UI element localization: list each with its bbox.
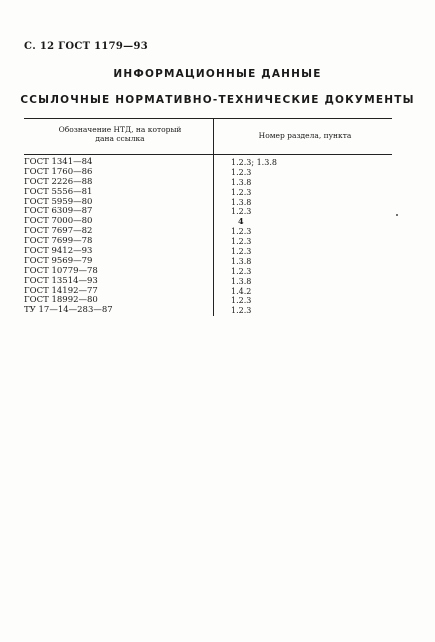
doc-cell: ГОСТ 9412—93 [24,246,93,257]
table-row [0,306,435,316]
doc-cell: ГОСТ 5959—80 [24,196,93,207]
page-header: С. 12 ГОСТ 1179—93 [24,41,148,52]
section-title: ИНФОРМАЦИОННЫЕ ДАННЫЕ [113,68,322,80]
scan-speck [396,214,398,216]
column-header-document-line2: дана ссылка [95,134,145,143]
table-top-rule [24,118,392,119]
section-cell: 1.2.3 [231,306,252,316]
reference-table-body [0,158,435,316]
doc-cell: ГОСТ 9569—79 [24,255,93,266]
section-cell: 1.2.3 [231,187,252,197]
doc-cell: ГОСТ 1760—86 [24,166,93,177]
section-cell: 1.2.3; 1.3.8 [231,158,277,167]
doc-cell: ГОСТ 6309—87 [24,206,93,217]
doc-cell: ГОСТ 13514—93 [24,275,98,286]
doc-cell: ГОСТ 1341—84 [24,157,93,167]
doc-cell: ГОСТ 2226—88 [24,176,93,187]
section-cell: 1.2.3 [231,167,252,177]
doc-cell: ТУ 17—14—283—87 [24,305,113,316]
section-cell: 1.2.3 [231,237,252,247]
section-cell: 1.2.3 [231,227,252,237]
section-cell: 1.4.2 [231,286,252,296]
section-cell: 1.3.8 [231,256,252,266]
doc-cell: ГОСТ 14192—77 [24,285,98,296]
column-header-document-line1: Обозначение НТД, на который [58,125,182,134]
section-cell: 1.3.8 [231,197,252,207]
section-cell: 1.2.3 [231,266,252,276]
column-header-section: Номер раздела, пункта [258,131,352,140]
doc-cell: ГОСТ 7697—82 [24,226,93,237]
column-header-document [40,125,200,143]
section-cell: 1.3.8 [231,177,252,187]
section-cell: 4 [238,216,244,227]
doc-cell: ГОСТ 18992—80 [24,295,98,306]
doc-cell: ГОСТ 5556—81 [24,186,93,197]
section-cell: 1.2.3 [231,247,252,257]
doc-cell: ГОСТ 7000—80 [24,216,93,227]
section-cell: 1.2.3 [231,207,252,217]
doc-cell: ГОСТ 7699—78 [24,236,93,247]
section-cell: 1.2.3 [231,296,252,306]
doc-cell: ГОСТ 10779—78 [24,265,98,276]
table-header-rule [24,154,392,155]
section-subtitle: ССЫЛОЧНЫЕ НОРМАТИВНО-ТЕХНИЧЕСКИЕ ДОКУМЕНТЫ [20,94,415,106]
section-cell: 1.3.8 [231,276,252,286]
